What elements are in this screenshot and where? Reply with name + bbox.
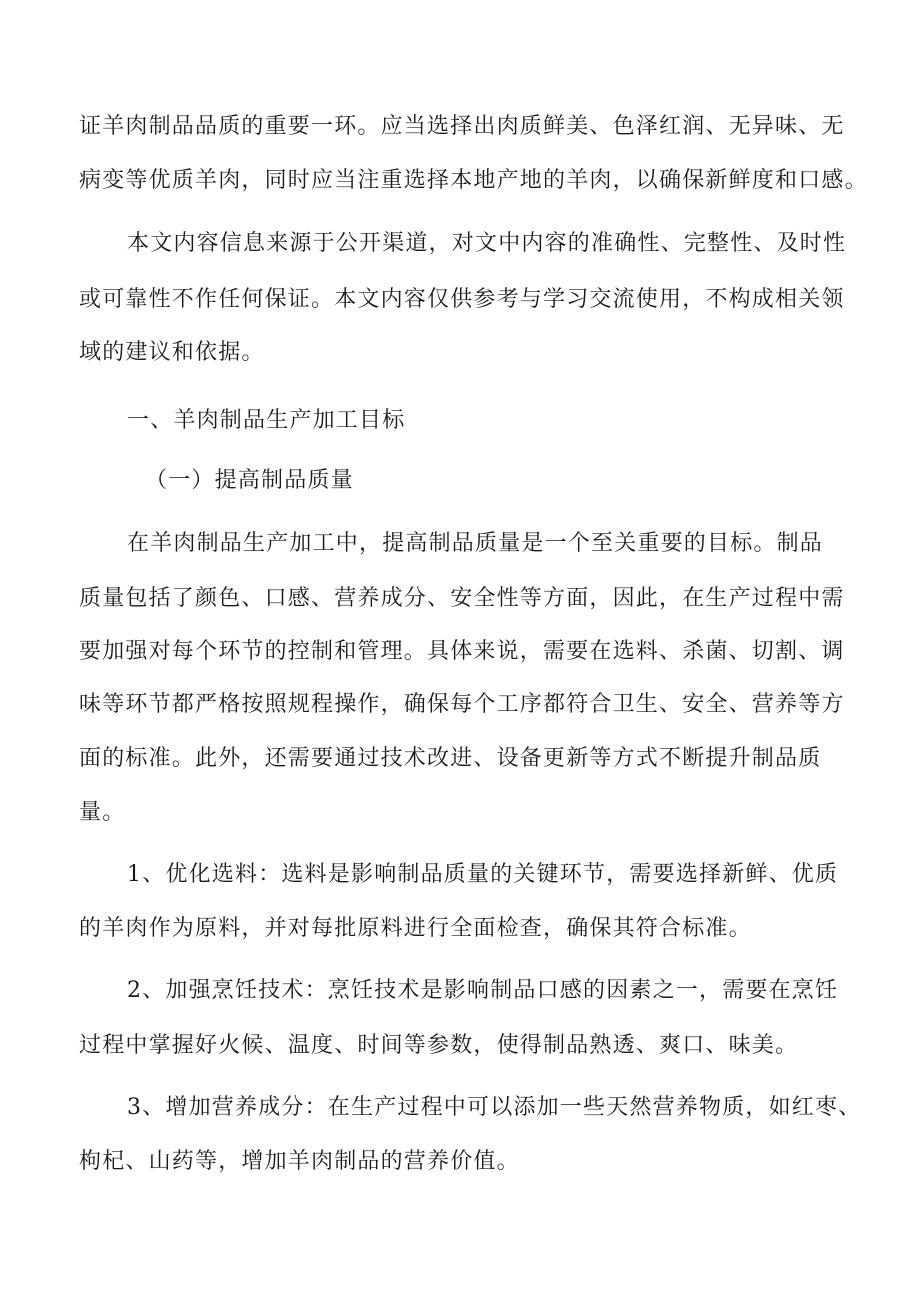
list-item-line: 枸杞、山药等，增加羊肉制品的营养价值。 — [79, 1149, 520, 1174]
paragraph-line: 要加强对每个环节的控制和管理。具体来说，需要在选料、杀菌、切割、调 — [79, 639, 845, 664]
paragraph-line: 病变等优质羊肉，同时应当注重选择本地产地的羊肉，以确保新鲜度和口感。 — [79, 168, 868, 193]
paragraph-line: 质量包括了颜色、口感、营养成分、安全性等方面，因此，在生产过程中需 — [79, 586, 845, 611]
paragraph-line: 证羊肉制品品质的重要一环。应当选择出肉质鲜美、色泽红润、无异味、无 — [79, 114, 845, 139]
list-item-line: 3、增加营养成分：在生产过程中可以添加一些天然营养物质，如红枣、 — [127, 1095, 862, 1120]
section-heading: 一、羊肉制品生产加工目标 — [127, 408, 406, 433]
list-item-line: 过程中掌握好火候、温度、时间等参数，使得制品熟透、爽口、味美。 — [79, 1033, 799, 1058]
disclaimer-line: 本文内容信息来源于公开渠道，对文中内容的准确性、完整性、及时性 — [127, 231, 847, 256]
disclaimer-line: 或可靠性不作任何保证。本文内容仅供参考与学习交流使用，不构成相关领 — [79, 287, 845, 312]
paragraph-line: 味等环节都严格按照规程操作，确保每个工序都符合卫生、安全、营养等方 — [79, 692, 845, 717]
disclaimer-line: 域的建议和依据。 — [79, 340, 265, 365]
list-item-line: 1、优化选料：选料是影响制品质量的关键环节，需要选择新鲜、优质 — [127, 862, 839, 887]
subsection-heading: （一）提高制品质量 — [145, 468, 354, 493]
paragraph-line: 在羊肉制品生产加工中，提高制品质量是一个至关重要的目标。制品 — [127, 531, 824, 556]
paragraph-line: 面的标准。此外，还需要通过技术改进、设备更新等方式不断提升制品质 — [79, 746, 822, 771]
list-item-line: 的羊肉作为原料，并对每批原料进行全面检查，确保其符合标准。 — [79, 916, 752, 941]
list-item-line: 2、加强烹饪技术：烹饪技术是影响制品口感的因素之一，需要在烹饪 — [127, 978, 839, 1003]
paragraph-line: 量。 — [79, 800, 126, 825]
